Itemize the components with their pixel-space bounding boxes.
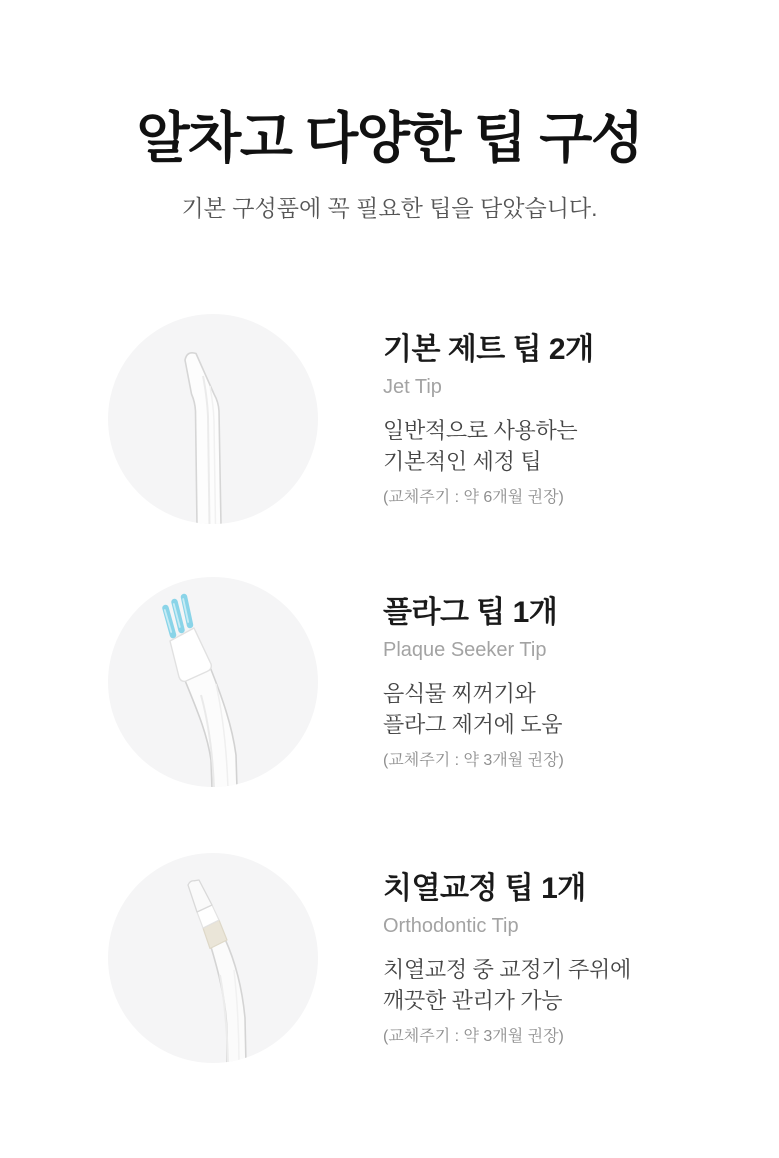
tip-subtitle-en: Jet Tip [383,375,442,398]
tip-title: 기본 제트 팁 2개 [383,332,594,366]
tip-text-block [383,577,564,772]
page-title: 알차고 다양한 팁 구성 [136,107,643,169]
tip-subtitle-en: Plaque Seeker Tip [383,638,547,661]
tip-description [383,678,564,740]
tip-replacement-note: (교체주기 : 약 3개월 권장) [383,1027,564,1045]
tip-title: 치열교정 팁 1개 [383,871,586,905]
tip-section-jet [108,314,779,524]
tip-description-line2: 플라그 제거에 도움 [383,711,563,737]
tip-replacement-note: (교체주기 : 약 6개월 권장) [383,488,564,506]
circle-background [108,853,318,1063]
tip-section-plaque [108,577,779,787]
tip-description [383,415,594,477]
tip-description [383,954,631,1016]
tip-text-block [383,314,594,509]
tip-replacement-note: (교체주기 : 약 3개월 권장) [383,751,564,769]
tip-description-line2: 기본적인 세정 팁 [383,448,542,474]
tip-title: 플라그 팁 1개 [383,595,558,629]
tip-description-line1: 음식물 찌꺼기와 [383,680,536,706]
orthodontic-tip-illustration [108,853,318,1063]
tip-description-line2: 깨끗한 관리가 가능 [383,987,563,1013]
page-subtitle: 기본 구성품에 꼭 필요한 팁을 담았습니다. [181,194,598,221]
jet-tip-illustration [108,314,318,524]
plaque-seeker-tip-illustration [108,577,318,787]
tip-section-orthodontic [108,853,779,1063]
tip-description-line1: 일반적으로 사용하는 [383,417,578,443]
tip-description-line1: 치열교정 중 교정기 주위에 [383,956,631,982]
tip-text-block [383,853,631,1048]
tip-subtitle-en: Orthodontic Tip [383,914,519,937]
section-header [0,0,779,224]
